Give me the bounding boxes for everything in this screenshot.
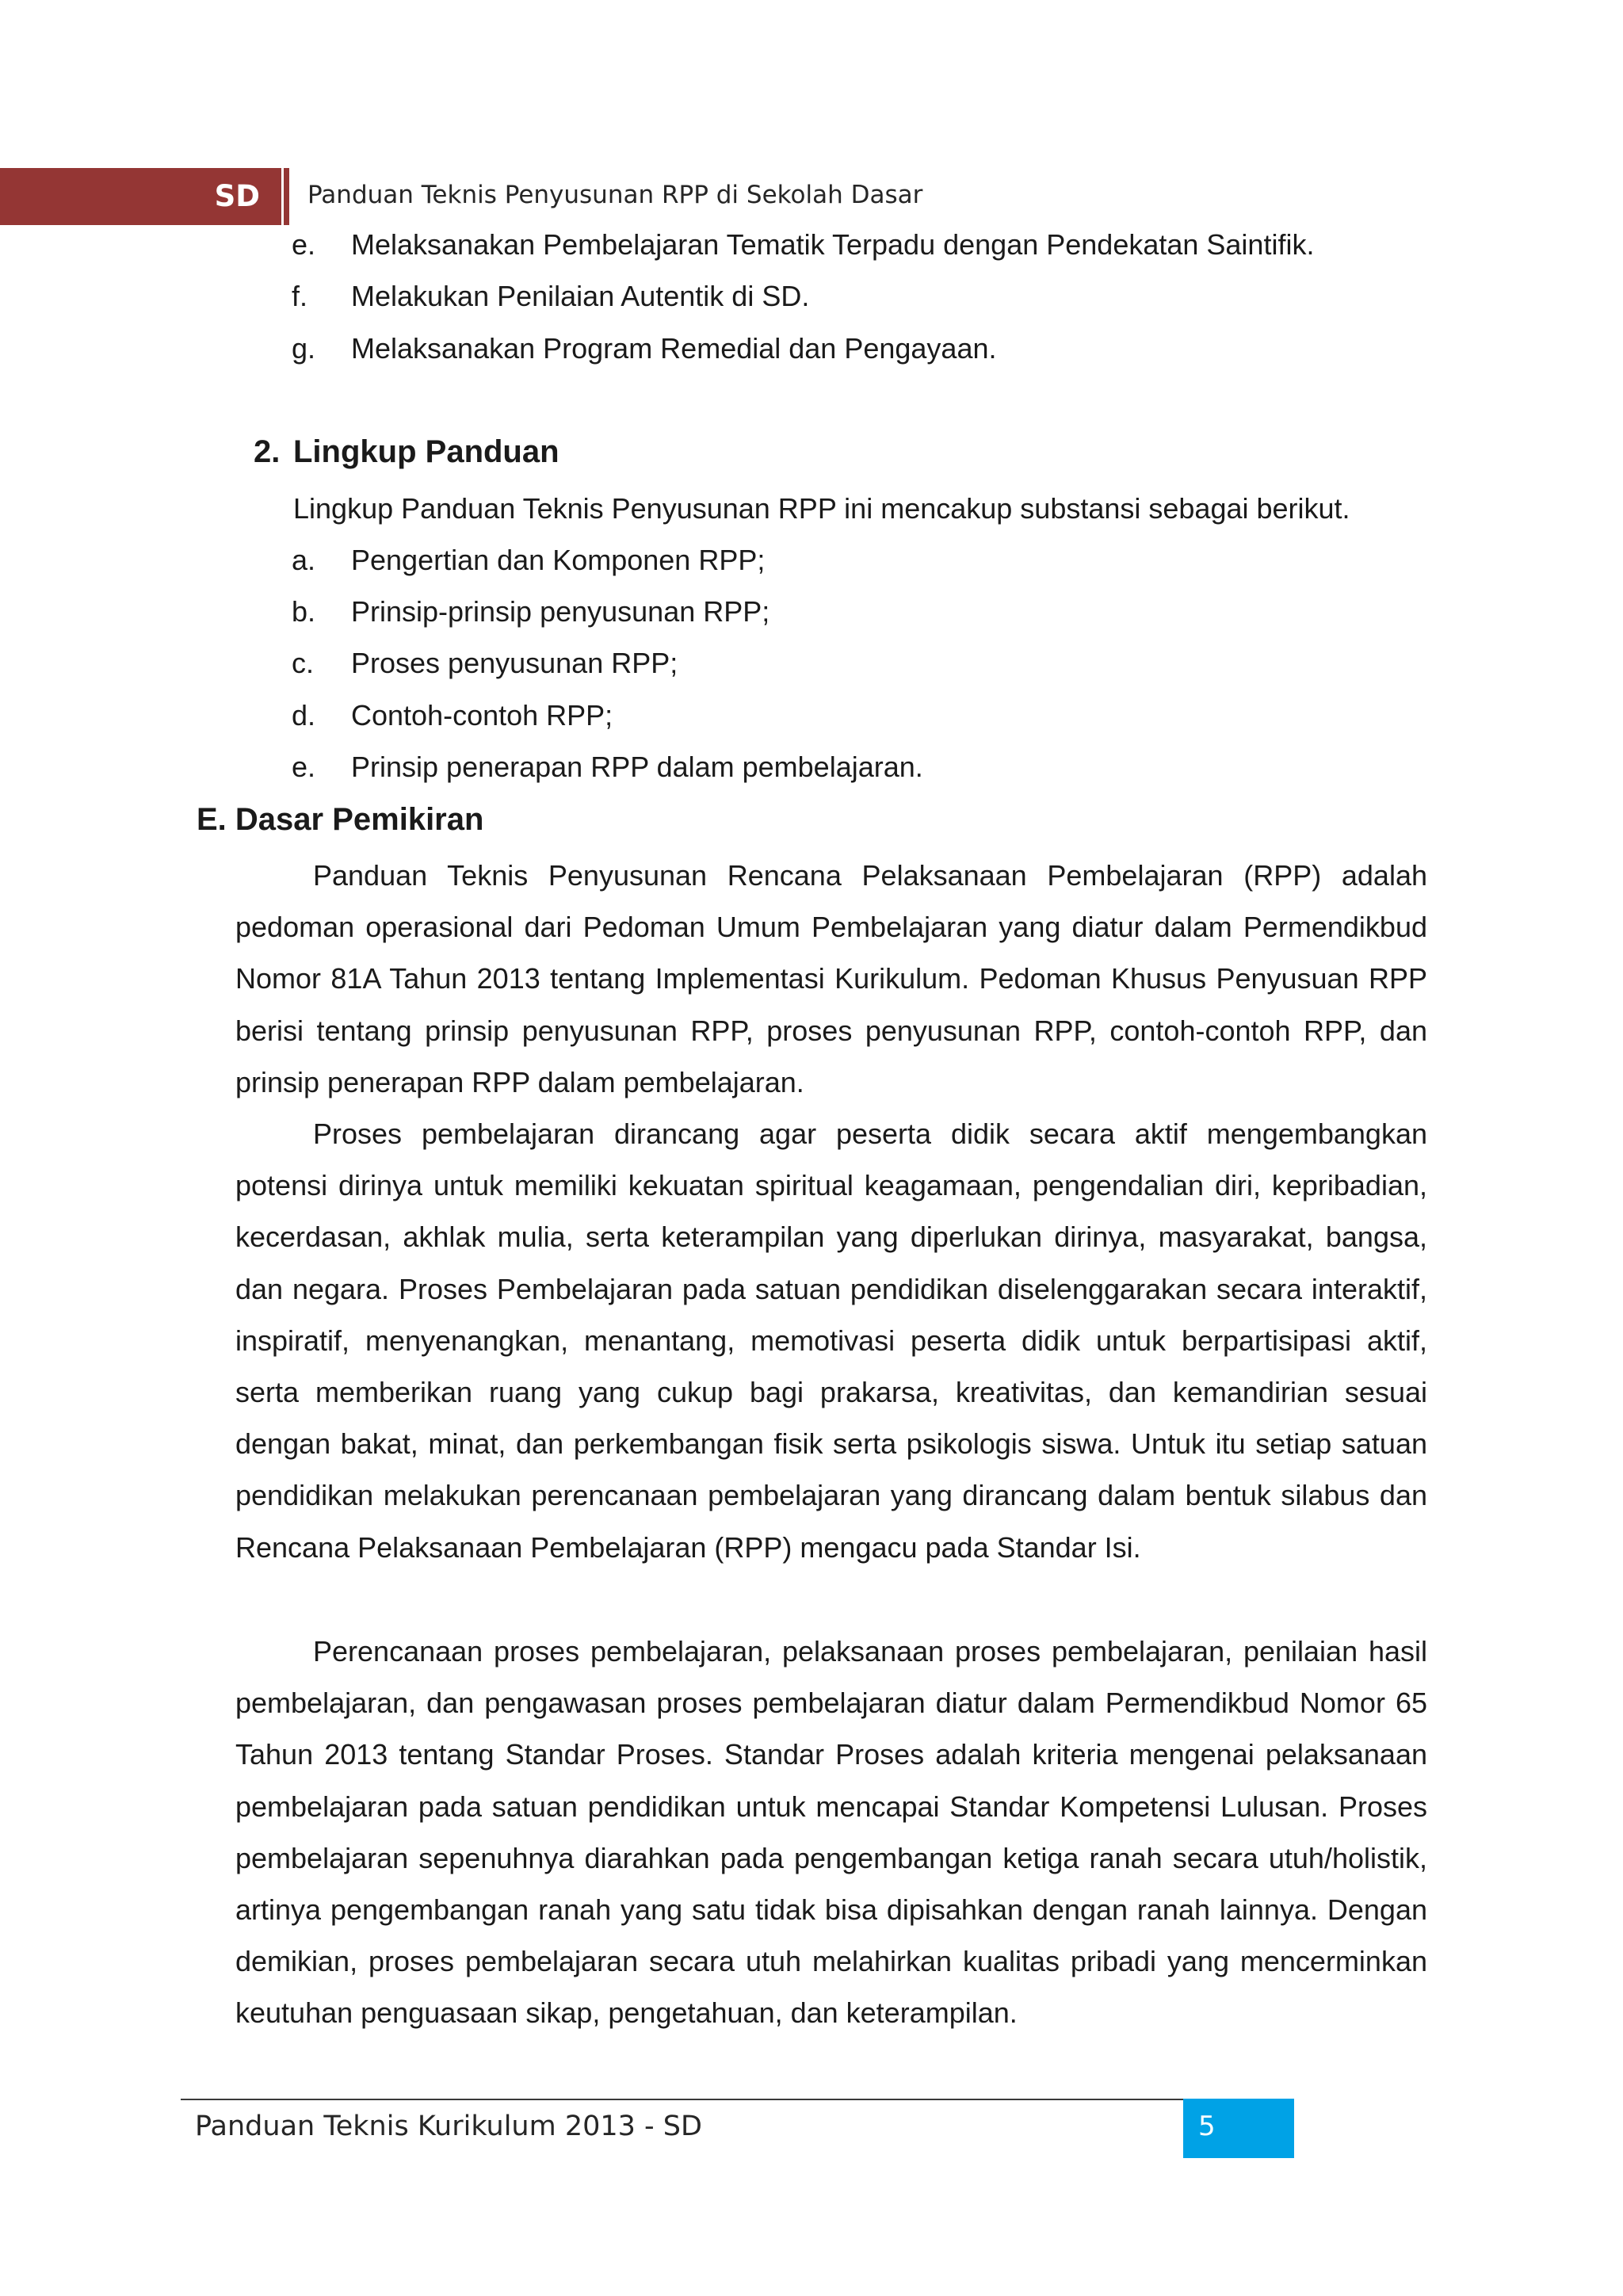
- list-item-text: Contoh-contoh RPP;: [351, 699, 613, 732]
- paragraph: Perencanaan proses pembelajaran, pelaksanaan proses pembelajaran, penilaian hasil pembelajaran, dan pengawasan proses pembelajaran diatur dalam Permendikbud Nomor 65 Tahun 2013 tentang Standar Proses. Standar Proses adalah kriteria mengenai pelaksanaan pembelajaran pada satuan pendidikan untuk mencapai Standar Kompetensi Lulusan. Proses pembelajaran sepenuhnya diarahkan pada pengembangan ketiga ranah secara utuh/holistik, artinya pengembangan ranah yang satu tidak bisa dipisahkan dengan ranah lainnya. Dengan demikian, proses pembelajaran secara utuh melahirkan kualitas pribadi yang mencerminkan keutuhan penguasaan sikap, pengetahuan, dan keterampilan.: [235, 1635, 1427, 2030]
- header-title: Panduan Teknis Penyusunan RPP di Sekolah Dasar: [307, 181, 923, 209]
- list-marker: e.: [292, 228, 316, 261]
- section-heading: E. Dasar Pemikiran: [197, 802, 484, 837]
- page-number: 5: [1198, 2111, 1216, 2142]
- list-marker: a.: [292, 544, 316, 576]
- list-item-text: Melaksanakan Pembelajaran Tematik Terpadu dengan Pendekatan Saintifik.: [351, 228, 1315, 261]
- list-item-text: Prinsip-prinsip penyusunan RPP;: [351, 595, 770, 628]
- subsection-title: Lingkup Panduan: [293, 434, 559, 469]
- scope-intro: Lingkup Panduan Teknis Penyusunan RPP ini mencakup substansi sebagai berikut.: [293, 492, 1350, 525]
- paragraph: Panduan Teknis Penyusunan Rencana Pelaksanaan Pembelajaran (RPP) adalah pedoman operasional dari Pedoman Umum Pembelajaran yang diatur dalam Permendikbud Nomor 81A Tahun 2013 tentang Implementasi Kurikulum. Pedoman Khusus Penyusuan RPP berisi tentang prinsip penyusunan RPP, proses penyusunan RPP, contoh-contoh RPP, dan prinsip penerapan RPP dalam pembelajaran.: [235, 859, 1427, 1098]
- list-marker: d.: [292, 699, 316, 732]
- list-item-text: Melaksanakan Program Remedial dan Pengayaan.: [351, 332, 997, 365]
- list-marker: g.: [292, 332, 316, 365]
- footer-title: Panduan Teknis Kurikulum 2013 - SD: [195, 2111, 702, 2142]
- list-item-text: Pengertian dan Komponen RPP;: [351, 544, 766, 576]
- list-marker: b.: [292, 595, 316, 628]
- footer-rule: [181, 2099, 1294, 2100]
- subsection-number: 2.: [254, 434, 281, 469]
- list-item-text: Prinsip penerapan RPP dalam pembelajaran.: [351, 751, 923, 783]
- list-marker: f.: [292, 280, 308, 312]
- header-separator: [284, 168, 289, 225]
- list-marker: c.: [292, 647, 315, 679]
- list-item-text: Proses penyusunan RPP;: [351, 647, 678, 679]
- header-level-code: SD: [214, 179, 260, 213]
- list-marker: e.: [292, 751, 316, 783]
- paragraph: Proses pembelajaran dirancang agar peserta didik secara aktif mengembangkan potensi dirinya untuk memiliki kekuatan spiritual keagamaan, pengendalian diri, kepribadian, kecerdasan, akhlak mulia, serta keterampilan yang diperlukan dirinya, masyarakat, bangsa, dan negara. Proses Pembelajaran pada satuan pendidikan diselenggarakan secara interaktif, inspiratif, menyenangkan, menantang, memotivasi peserta didik untuk berpartisipasi aktif, serta memberikan ruang yang cukup bagi prakarsa, kreativitas, dan kemandirian sesuai dengan bakat, minat, dan perkembangan fisik serta psikologis siswa. Untuk itu setiap satuan pendidikan melakukan perencanaan pembelajaran yang dirancang dalam bentuk silabus dan Rencana Pelaksanaan Pembelajaran (RPP) mengacu pada Standar Isi.: [235, 1117, 1427, 1564]
- list-item-text: Melakukan Penilaian Autentik di SD.: [351, 280, 810, 312]
